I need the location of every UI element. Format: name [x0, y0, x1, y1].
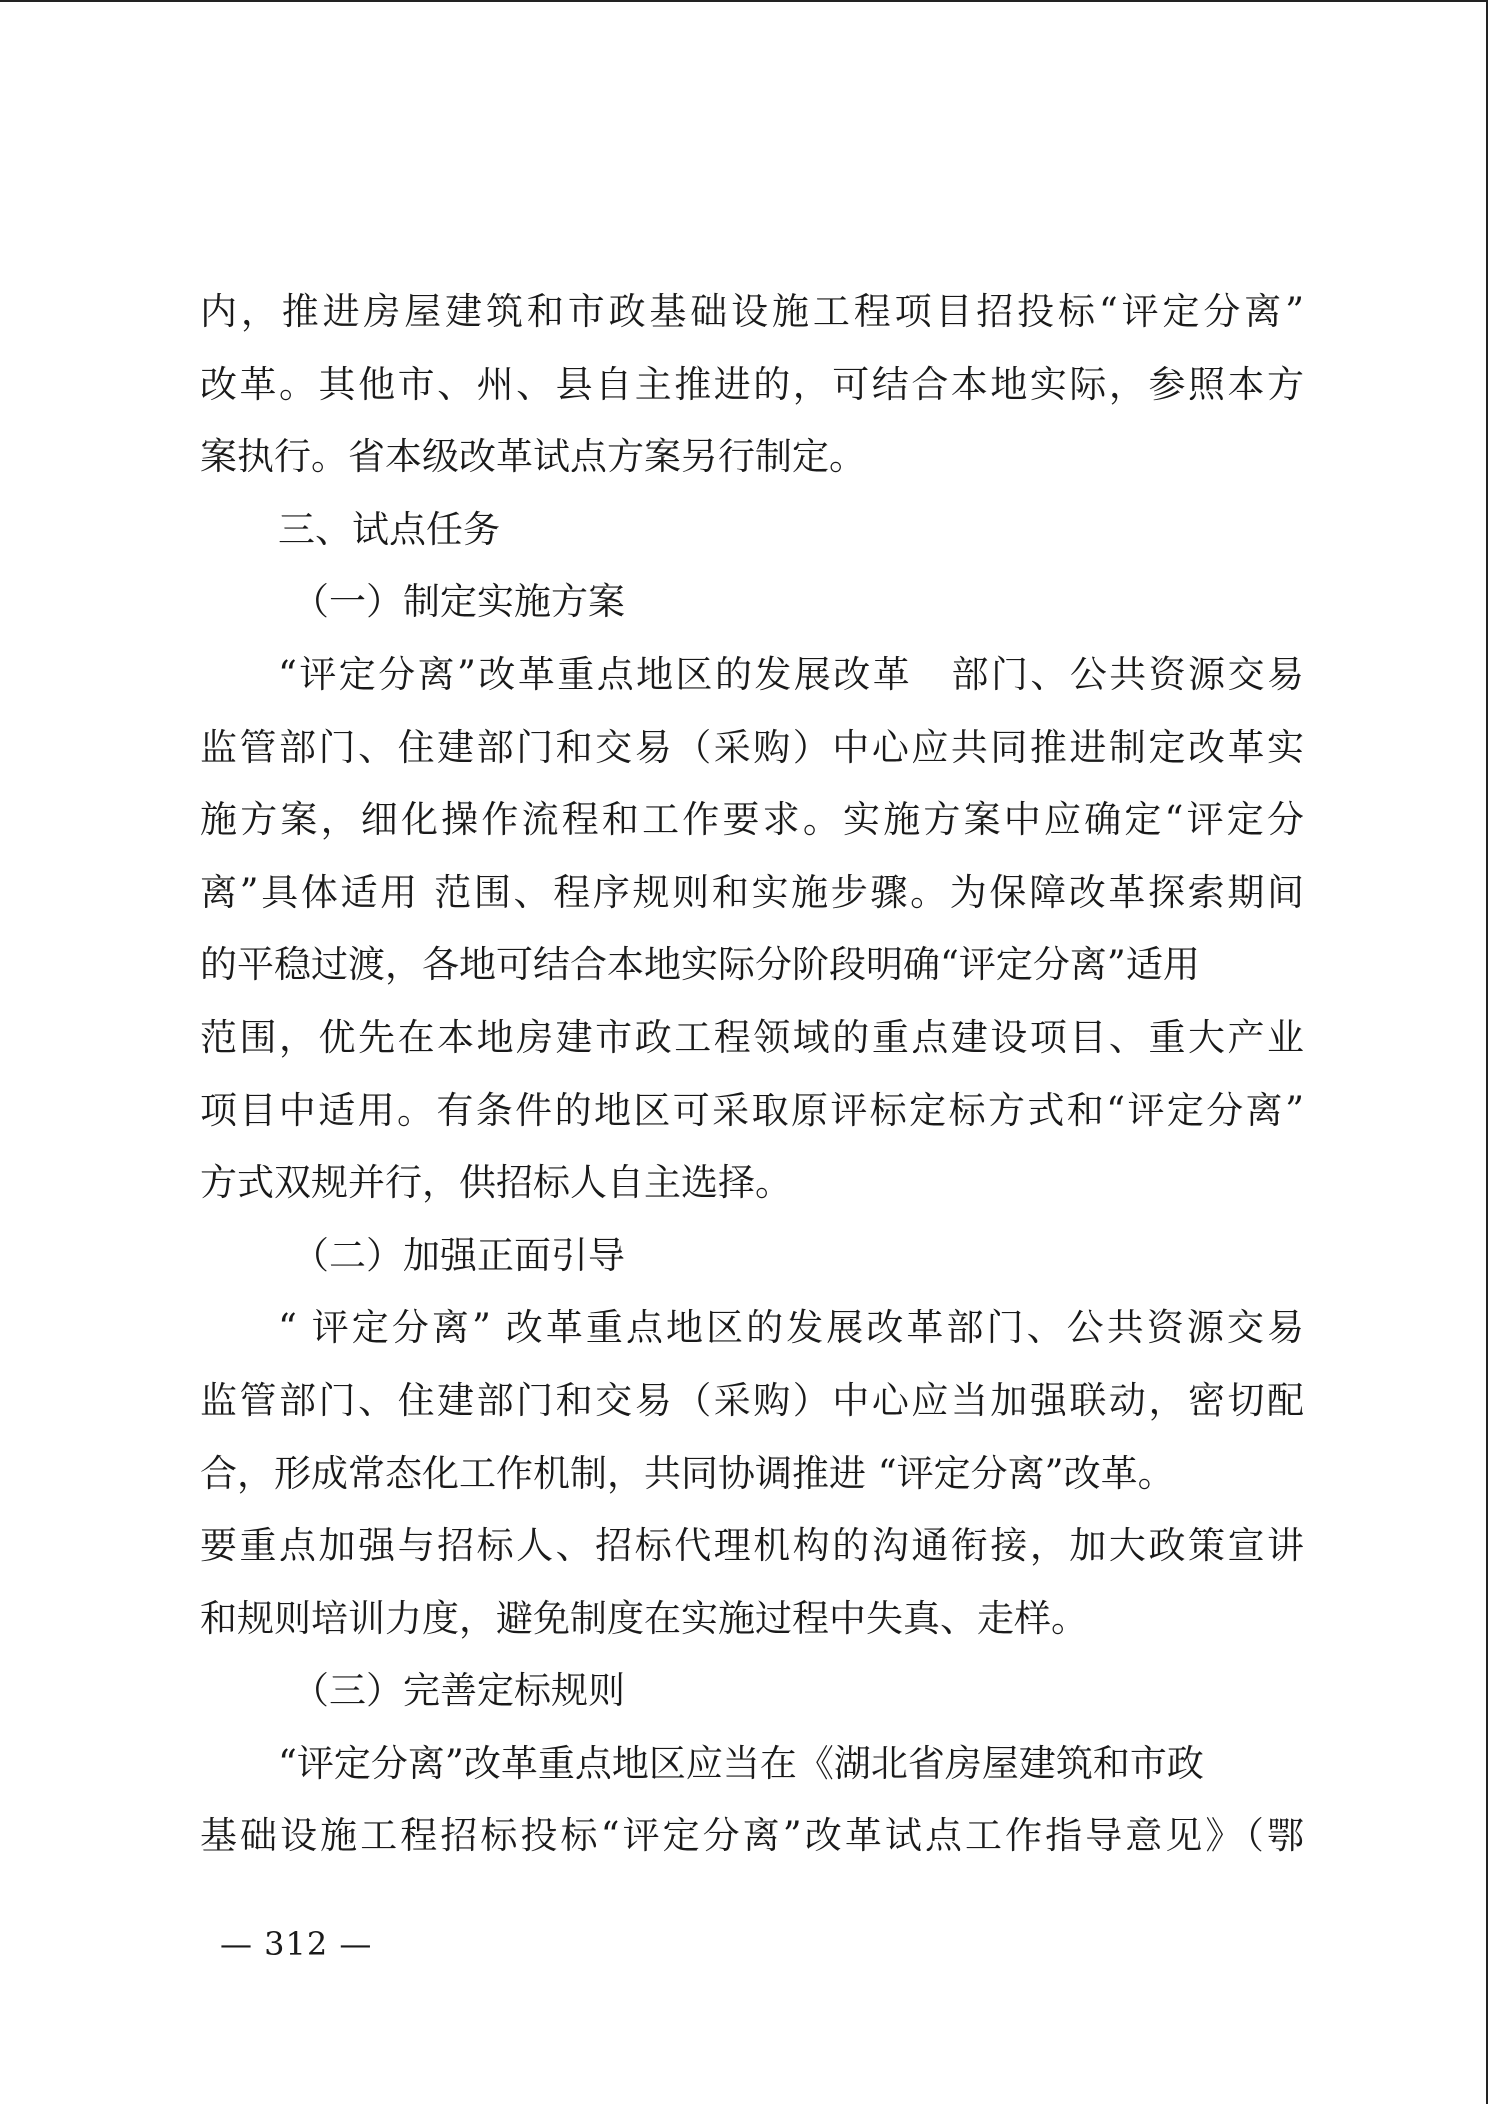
body-line: 内，推进房屋建筑和市政基础设施工程项目招投标“评定分离” — [200, 290, 1304, 333]
page-border-top — [0, 0, 1488, 2]
body-line: 基础设施工程招标投标“评定分离”改革试点工作指导意见》（鄂 — [200, 1814, 1304, 1858]
body-line: “评定分离”改革重点地区应当在《湖北省房屋建筑和市政 — [278, 1741, 1204, 1785]
body-line: 范围，优先在本地房建市政工程领域的重点建设项目、重大产业 — [200, 1015, 1304, 1059]
body-line: 方式双规并行，供招标人自主选择。 — [200, 1161, 792, 1205]
body-line: 要重点加强与招标人、招标代理机构的沟通衔接，加大政策宣讲 — [200, 1524, 1304, 1568]
body-line: 的平稳过渡，各地可结合本地实际分阶段明确“评定分离”适用 — [200, 943, 1200, 987]
body-line: 案执行。省本级改革试点方案另行制定。 — [200, 435, 866, 479]
subsection-heading: （一）制定实施方案 — [292, 580, 625, 624]
document-body — [200, 276, 1304, 1873]
body-line: 施方案，细化操作流程和工作要求。实施方案中应确定“评定分 — [200, 798, 1304, 842]
body-line: “评定分离”改革重点地区的发展改革 部门、公共资源交易 — [278, 652, 1304, 696]
page-number: — 312 — — [220, 1925, 373, 1963]
body-line: 监管部门、住建部门和交易（采购）中心应当加强联动，密切配 — [200, 1378, 1304, 1422]
subsection-heading: （三）完善定标规则 — [292, 1669, 625, 1713]
body-line: 项目中适用。有条件的地区可采取原评标定标方式和“评定分离” — [200, 1088, 1304, 1132]
body-line: 改革。其他市、州、县自主推进的，可结合本地实际，参照本方 — [200, 362, 1304, 406]
body-line: 离”具体适用 范围、程序规则和实施步骤。为保障改革探索期间 — [200, 870, 1304, 914]
body-line: 和规则培训力度，避免制度在实施过程中失真、走样。 — [200, 1596, 1088, 1640]
subsection-heading: （二）加强正面引导 — [292, 1233, 625, 1277]
body-line: 合，形成常态化工作机制，共同协调推进 “评定分离”改革。 — [200, 1451, 1175, 1495]
body-line: “ 评定分离” 改革重点地区的发展改革部门、公共资源交易 — [278, 1306, 1304, 1350]
section-heading: 三、试点任务 — [278, 507, 500, 551]
body-line: 监管部门、住建部门和交易（采购）中心应共同推进制定改革实 — [200, 725, 1304, 769]
